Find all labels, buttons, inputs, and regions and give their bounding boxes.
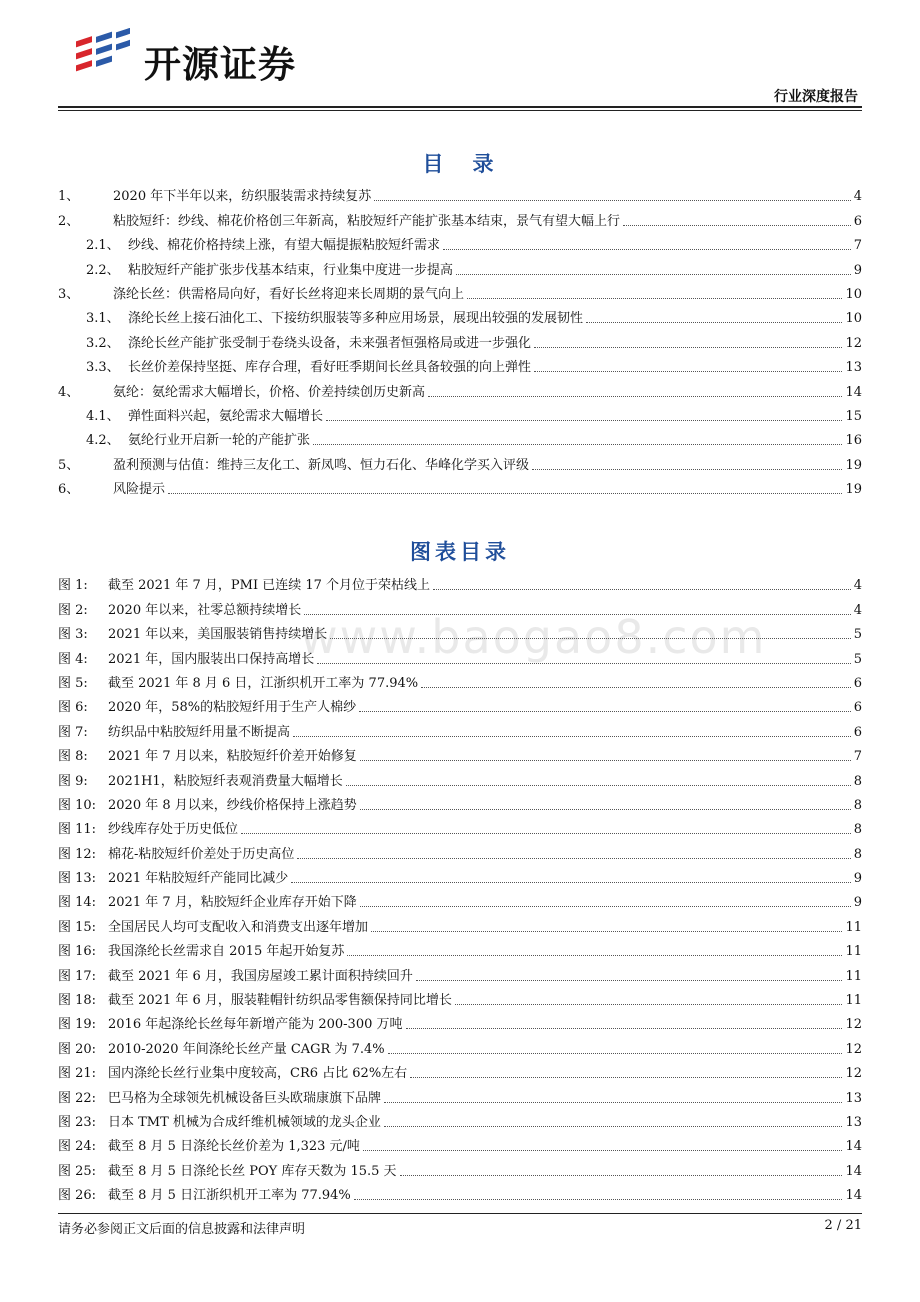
dot-leader [534, 371, 842, 372]
figure-entry[interactable] [58, 1034, 862, 1058]
entry-page: 8 [853, 797, 862, 813]
toc-entry[interactable] [58, 426, 862, 450]
entry-number: 5、 [58, 457, 80, 473]
entry-title: 纱线、棉花价格持续上涨，有望大幅提振粘胶短纤需求 [128, 238, 441, 254]
entry-title: 巴马格为全球领先机械设备巨头欧瑞康旗下品牌 [108, 1090, 382, 1106]
entry-page: 11 [845, 944, 862, 960]
toc-entry[interactable] [58, 304, 862, 328]
entry-page: 6 [853, 700, 862, 716]
entry-number: 3、 [58, 286, 80, 302]
entry-number: 图 20: [58, 1041, 97, 1057]
logo-mark-icon [74, 28, 134, 80]
figures-title: 图表目录 [410, 540, 510, 564]
dot-leader [360, 760, 851, 761]
entry-page: 6 [853, 675, 862, 691]
dot-leader [433, 589, 851, 590]
entry-number: 2.2、 [86, 262, 120, 278]
dot-leader [410, 1077, 842, 1078]
entry-page: 14 [845, 1163, 862, 1179]
toc-entry[interactable] [58, 231, 862, 255]
figure-entry[interactable] [58, 1132, 862, 1156]
dot-leader [400, 1175, 843, 1176]
figure-entry[interactable] [58, 864, 862, 888]
figure-entry[interactable] [58, 1181, 862, 1205]
entry-number: 4.2、 [86, 433, 120, 449]
entry-title: 2021 年粘胶短纤产能同比减少 [108, 871, 289, 887]
entry-page: 14 [845, 384, 862, 400]
footer-disclaimer: 请务必参阅正文后面的信息披露和法律声明 [58, 1222, 306, 1237]
entry-number: 图 6: [58, 700, 88, 716]
figure-entry[interactable] [58, 961, 862, 985]
dot-leader [168, 493, 842, 494]
page-indicator: 2 / 21 [824, 1218, 862, 1233]
figure-entry[interactable] [58, 1010, 862, 1034]
entry-title: 截至 2021 年 6 月，服装鞋帽针纺织品零售额保持同比增长 [108, 993, 452, 1009]
figure-entry[interactable] [58, 888, 862, 912]
entry-number: 3.1、 [86, 311, 120, 327]
toc-entry[interactable] [58, 402, 862, 426]
entry-title: 涤纶长丝：供需格局向好，看好长丝将迎来长周期的景气向上 [113, 286, 465, 302]
entry-number: 图 23: [58, 1114, 97, 1130]
dot-leader [455, 1004, 843, 1005]
header-divider [58, 106, 862, 108]
dot-leader [534, 347, 842, 348]
figure-entry[interactable] [58, 717, 862, 741]
entry-title: 弹性面料兴起，氨纶需求大幅增长 [128, 408, 324, 424]
entry-title: 截至 2021 年 7 月，PMI 已连续 17 个月位于荣枯线上 [108, 578, 431, 594]
dot-leader [326, 420, 842, 421]
figure-entry[interactable] [58, 986, 862, 1010]
entry-title: 2010-2020 年间涤纶长丝产量 CAGR 为 7.4% [108, 1041, 385, 1057]
dot-leader [293, 736, 851, 737]
entry-title: 纺织品中粘胶短纤用量不断提高 [108, 724, 291, 740]
entry-number: 图 1: [58, 578, 88, 594]
dot-leader [428, 396, 842, 397]
entry-page: 10 [845, 286, 862, 302]
figure-entry[interactable] [58, 1156, 862, 1180]
dot-leader [363, 1150, 843, 1151]
dot-leader [623, 225, 851, 226]
entry-title: 盈利预测与估值：维持三友化工、新凤鸣、恒力石化、华峰化学买入评级 [113, 457, 530, 473]
dot-leader [374, 200, 851, 201]
entry-title: 涤纶长丝产能扩张受制于卷绕头设备，未来强者恒强格局或进一步强化 [128, 335, 532, 351]
entry-page: 8 [853, 822, 862, 838]
company-logo [74, 28, 364, 84]
entry-number: 图 12: [58, 846, 97, 862]
toc-entry[interactable] [58, 328, 862, 352]
dot-leader [291, 882, 851, 883]
entry-title: 截至 8 月 5 日涤纶长丝价差为 1,323 元/吨 [108, 1139, 360, 1155]
dot-leader [371, 931, 842, 932]
toc-entry[interactable] [58, 377, 862, 401]
entry-page: 11 [845, 968, 862, 984]
figure-entry[interactable] [58, 839, 862, 863]
figure-entry[interactable] [58, 1059, 862, 1083]
entry-title: 国内涤纶长丝行业集中度较高，CR6 占比 62%左右 [108, 1066, 408, 1082]
entry-page: 13 [845, 1114, 862, 1130]
entry-title: 截至 8 月 5 日涤纶长丝 POY 库存天数为 15.5 天 [108, 1163, 397, 1179]
entry-page: 10 [845, 311, 862, 327]
entry-number: 图 9: [58, 773, 88, 789]
entry-page: 4 [853, 602, 862, 618]
entry-page: 7 [853, 749, 862, 765]
entry-number: 2.1、 [86, 238, 120, 254]
entry-number: 图 22: [58, 1090, 97, 1106]
brand-name: 开源证券 [144, 43, 296, 86]
entry-page: 5 [853, 651, 862, 667]
entry-page: 16 [845, 433, 862, 449]
entry-number: 图 11: [58, 822, 97, 838]
dot-leader [360, 906, 851, 907]
entry-page: 14 [845, 1139, 862, 1155]
figure-entry[interactable] [58, 571, 862, 595]
entry-page: 13 [845, 1090, 862, 1106]
toc-entry[interactable] [58, 353, 862, 377]
figure-entry[interactable] [58, 815, 862, 839]
entry-page: 6 [853, 724, 862, 740]
figure-entry[interactable] [58, 912, 862, 936]
footer-divider [58, 1213, 862, 1214]
toc-entry[interactable] [58, 182, 862, 206]
entry-page: 4 [853, 578, 862, 594]
dot-leader [443, 249, 851, 250]
figure-entry[interactable] [58, 937, 862, 961]
entry-page: 9 [853, 895, 862, 911]
table-of-contents [58, 182, 862, 499]
entry-page: 9 [853, 262, 862, 278]
dot-leader [313, 444, 842, 445]
entry-page: 19 [845, 457, 862, 473]
dot-leader [241, 833, 851, 834]
entry-page: 12 [845, 1066, 862, 1082]
entry-number: 图 10: [58, 797, 97, 813]
entry-title: 粘胶短纤产能扩张步伐基本结束，行业集中度进一步提高 [128, 262, 454, 278]
entry-title: 2021 年，国内服装出口保持高增长 [108, 651, 315, 667]
dot-leader [586, 322, 842, 323]
dot-leader [384, 1126, 843, 1127]
entry-number: 4、 [58, 384, 80, 400]
entry-title: 纱线库存处于历史低位 [108, 822, 239, 838]
entry-title: 长丝价差保持坚挺、库存合理，看好旺季期间长丝具备较强的向上弹性 [128, 360, 532, 376]
dot-leader [346, 785, 851, 786]
toc-entry[interactable] [58, 280, 862, 304]
dot-leader [388, 1053, 843, 1054]
entry-title: 风险提示 [113, 482, 166, 498]
entry-page: 12 [845, 335, 862, 351]
entry-number: 图 4: [58, 651, 88, 667]
figure-entry[interactable] [58, 791, 862, 815]
entry-number: 图 2: [58, 602, 88, 618]
entry-number: 6、 [58, 482, 80, 498]
entry-page: 5 [853, 627, 862, 643]
entry-title: 2021 年以来，美国服装销售持续增长 [108, 627, 328, 643]
entry-title: 涤纶长丝上接石油化工、下接纺织服装等多种应用场景，展现出较强的发展韧性 [128, 311, 584, 327]
entry-title: 氨纶：氨纶需求大幅增长，价格、价差持续创历史新高 [113, 384, 426, 400]
entry-title: 全国居民人均可支配收入和消费支出逐年增加 [108, 919, 369, 935]
toc-entry[interactable] [58, 255, 862, 279]
entry-page: 6 [853, 213, 862, 229]
entry-number: 3.3、 [86, 360, 120, 376]
entry-title: 氨纶行业开启新一轮的产能扩张 [128, 433, 311, 449]
entry-title: 2016 年起涤纶长丝每年新增产能为 200-300 万吨 [108, 1017, 403, 1033]
entry-title: 2021 年 7 月，粘胶短纤企业库存开始下降 [108, 895, 357, 911]
entry-title: 粘胶短纤：纱线、棉花价格创三年新高，粘胶短纤产能扩张基本结束，景气有望大幅上行 [113, 213, 621, 229]
entry-page: 13 [845, 360, 862, 376]
entry-page: 11 [845, 993, 862, 1009]
entry-number: 图 17: [58, 968, 97, 984]
entry-number: 图 25: [58, 1163, 97, 1179]
entry-title: 2020 年 8 月以来，纱线价格保持上涨趋势 [108, 797, 357, 813]
entry-number: 图 15: [58, 919, 97, 935]
entry-number: 图 7: [58, 724, 88, 740]
entry-title: 2020 年以来，社零总额持续增长 [108, 602, 302, 618]
toc-entry[interactable] [58, 475, 862, 499]
entry-number: 图 18: [58, 993, 97, 1009]
entry-title: 截至 2021 年 6 月，我国房屋竣工累计面积持续回升 [108, 968, 413, 984]
entry-title: 2021 年 7 月以来，粘胶短纤价差开始修复 [108, 749, 357, 765]
toc-entry[interactable] [58, 450, 862, 474]
entry-number: 图 13: [58, 871, 97, 887]
entry-title: 我国涤纶长丝需求自 2015 年起开始复苏 [108, 944, 345, 960]
toc-entry[interactable] [58, 206, 862, 230]
figure-entry[interactable] [58, 693, 862, 717]
entry-number: 2、 [58, 213, 80, 229]
entry-number: 图 21: [58, 1066, 97, 1082]
dot-leader [416, 980, 843, 981]
entry-page: 8 [853, 846, 862, 862]
entry-number: 1、 [58, 189, 80, 205]
dot-leader [421, 687, 851, 688]
entry-title: 截至 8 月 5 日江浙织机开工率为 77.94% [108, 1188, 351, 1204]
watermark: www.baogao8.com [300, 610, 767, 664]
entry-number: 图 19: [58, 1017, 97, 1033]
figure-entry[interactable] [58, 1083, 862, 1107]
entry-number: 图 26: [58, 1188, 97, 1204]
dot-leader [456, 274, 851, 275]
entry-number: 3.2、 [86, 335, 120, 351]
entry-number: 图 14: [58, 895, 97, 911]
entry-page: 9 [853, 871, 862, 887]
dot-leader [359, 711, 851, 712]
entry-number: 图 8: [58, 749, 88, 765]
toc-title: 目 录 [422, 152, 498, 176]
figure-entry[interactable] [58, 742, 862, 766]
entry-title: 日本 TMT 机械为合成纤维机械领域的龙头企业 [108, 1114, 381, 1130]
entry-page: 8 [853, 773, 862, 789]
entry-title: 截至 2021 年 8 月 6 日，江浙织机开工率为 77.94% [108, 675, 419, 691]
figure-entry[interactable] [58, 669, 862, 693]
dot-leader [347, 955, 842, 956]
figure-entry[interactable] [58, 766, 862, 790]
entry-page: 4 [853, 189, 862, 205]
entry-title: 2020 年，58%的粘胶短纤用于生产人棉纱 [108, 700, 357, 716]
entry-page: 12 [845, 1017, 862, 1033]
header-divider-thin [58, 110, 862, 111]
dot-leader [467, 298, 842, 299]
entry-page: 12 [845, 1041, 862, 1057]
entry-number: 图 5: [58, 675, 88, 691]
entry-number: 图 3: [58, 627, 88, 643]
dot-leader [354, 1199, 843, 1200]
entry-number: 4.1、 [86, 408, 120, 424]
entry-number: 图 16: [58, 944, 97, 960]
figure-entry[interactable] [58, 1108, 862, 1132]
entry-title: 2021H1，粘胶短纤表观消费量大幅增长 [108, 773, 343, 789]
entry-number: 图 24: [58, 1139, 97, 1155]
entry-page: 11 [845, 919, 862, 935]
dot-leader [384, 1102, 842, 1103]
dot-leader [406, 1028, 843, 1029]
entry-page: 19 [845, 482, 862, 498]
dot-leader [297, 858, 850, 859]
entry-page: 15 [845, 408, 862, 424]
entry-title: 棉花-粘胶短纤价差处于历史高位 [108, 846, 295, 862]
entry-page: 14 [845, 1188, 862, 1204]
dot-leader [360, 809, 851, 810]
entry-page: 7 [853, 238, 862, 254]
figure-list [58, 571, 862, 1205]
report-type-label: 行业深度报告 [774, 89, 858, 105]
dot-leader [532, 469, 842, 470]
entry-title: 2020 年下半年以来，纺织服装需求持续复苏 [113, 189, 372, 205]
